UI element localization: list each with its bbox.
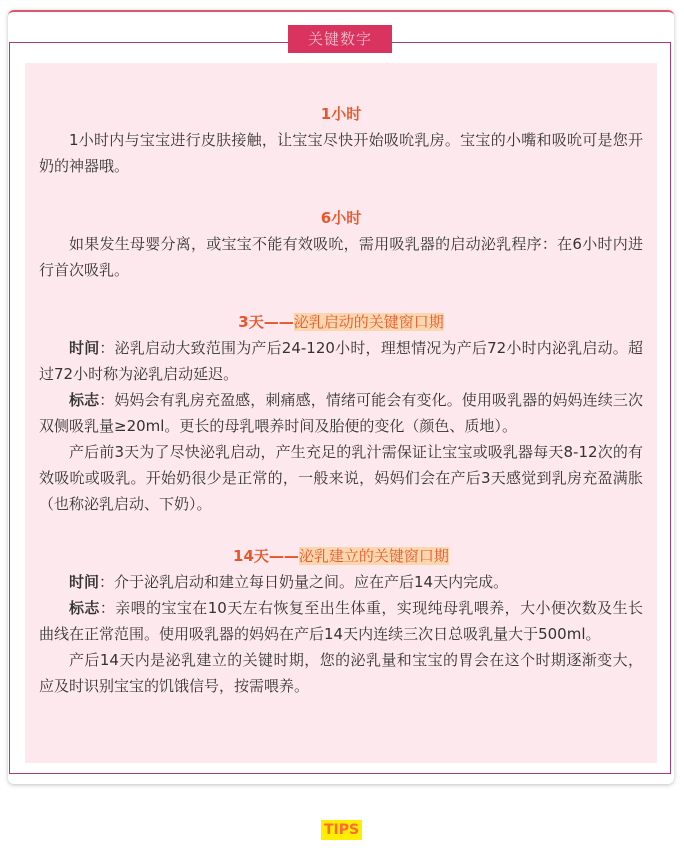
paragraph-label: 时间	[69, 339, 100, 357]
paragraph-text: ：亲喂的宝宝在10天左右恢复至出生体重，实现纯母乳喂养，大小便次数及生长曲线在正常范围。使用吸乳器的妈妈在产后14天内连续三次日总吸乳量大于500ml。	[39, 599, 643, 643]
section-paragraph	[39, 439, 643, 517]
section-3-days	[39, 309, 643, 517]
section-paragraph	[39, 127, 643, 179]
tips-label: TIPS	[321, 820, 362, 840]
paragraph-text: ：泌乳启动大致范围为产后24-120小时，理想情况为产后72小时内泌乳启动。超过72小时称为泌乳启动延迟。	[39, 339, 643, 383]
page-title: 关键数字	[288, 25, 392, 53]
paragraph-label: 时间	[69, 573, 100, 591]
section-6-hours	[39, 205, 643, 283]
paragraph-label: 标志	[69, 391, 100, 409]
content-panel	[25, 63, 657, 763]
paragraph-text: 如果发生母婴分离，或宝宝不能有效吸吮，需用吸乳器的启动泌乳程序：在6小时内进行首次吸乳。	[39, 235, 643, 279]
section-title-highlight: 泌乳建立的关键窗口期	[298, 547, 449, 565]
section-paragraph	[39, 335, 643, 387]
section-paragraph	[39, 647, 643, 699]
paragraph-text: 产后14天内是泌乳建立的关键时期，您的泌乳量和宝宝的胃会在这个时期逐渐变大，应及时识别宝宝的饥饿信号，按需喂养。	[39, 651, 643, 695]
section-title: 6小时	[320, 209, 362, 227]
section-1-hour	[39, 101, 643, 179]
section-paragraph	[39, 387, 643, 439]
paragraph-label: 标志	[69, 599, 100, 617]
paragraph-text: 产后前3天为了尽快泌乳启动，产生充足的乳汁需保证让宝宝或吸乳器每天8-12次的有效吸吮或吸乳。开始奶很少是正常的，一般来说，妈妈们会在产后3天感觉到乳房充盈满胀（也称泌乳启动、下奶）。	[39, 443, 643, 513]
section-14-days	[39, 543, 643, 699]
paragraph-text: 1小时内与宝宝进行皮肤接触，让宝宝尽快开始吸吮乳房。宝宝的小嘴和吸吮可是您开奶的神器哦。	[39, 131, 643, 175]
paragraph-text: ：介于泌乳启动和建立每日奶量之间。应在产后14天内完成。	[99, 573, 509, 591]
section-title-highlight: 泌乳启动的关键窗口期	[293, 313, 444, 331]
paragraph-text: ：妈妈会有乳房充盈感，刺痛感，情绪可能会有变化。使用吸乳器的妈妈连续三次双侧吸乳量≥20ml。更长的母乳喂养时间及胎便的变化（颜色、质地）。	[39, 391, 643, 435]
section-paragraph	[39, 595, 643, 647]
section-paragraph	[39, 569, 643, 595]
section-paragraph	[39, 231, 643, 283]
section-title	[39, 309, 643, 335]
section-title: 1小时	[320, 105, 362, 123]
section-title-prefix: 3天——	[238, 313, 294, 331]
section-title-prefix: 14天——	[233, 547, 299, 565]
section-title	[39, 543, 643, 569]
